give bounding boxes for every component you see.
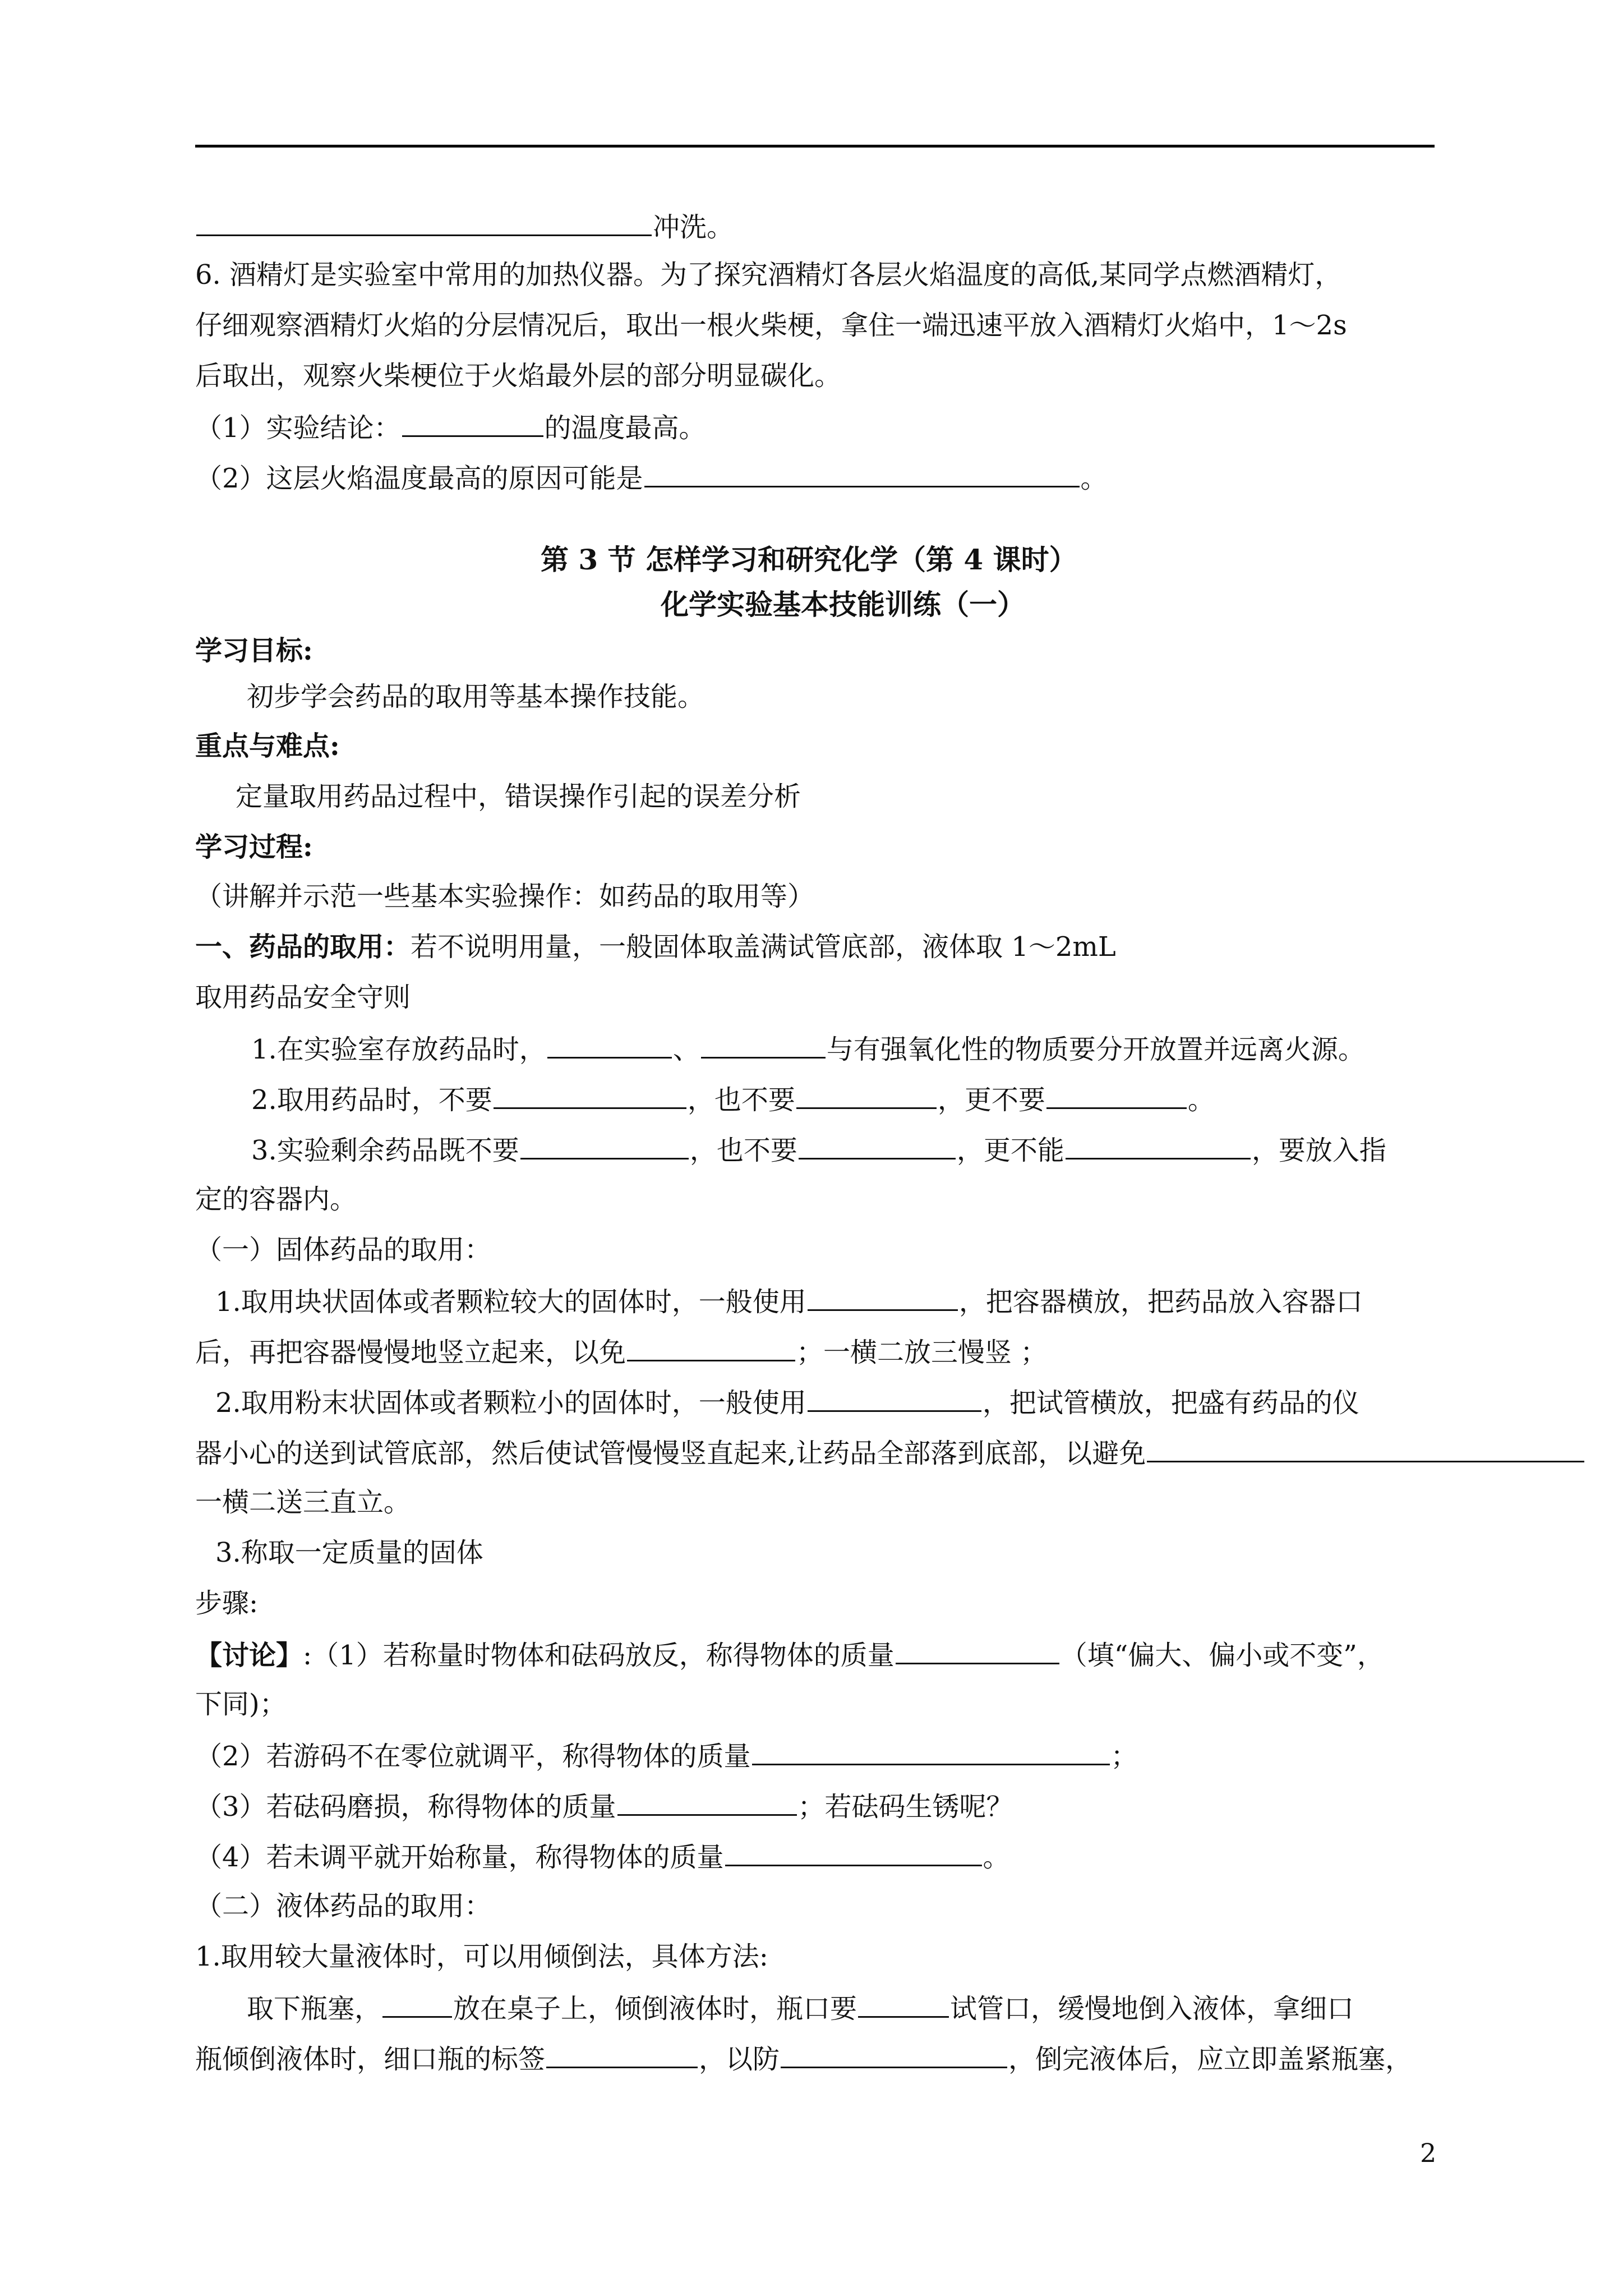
answer-blank[interactable] [617, 1788, 797, 1816]
item1-a: 1.取用块状固体或者颗粒较大的固体时，一般使用 [215, 1286, 806, 1318]
goals-label: 学习目标: [195, 635, 313, 666]
q6-line3: 后取出，观察火柴梗位于火焰最外层的部分明显碳化。 [195, 360, 842, 392]
q6-part2 [195, 460, 1108, 495]
answer-blank[interactable] [1147, 1435, 1584, 1462]
answer-blank[interactable] [546, 2041, 698, 2068]
safety-rule-1 [251, 1031, 1365, 1066]
rule3-c: ，更不能 [956, 1135, 1064, 1166]
answer-blank[interactable] [494, 1082, 686, 1109]
solids-item1-line1 [215, 1283, 1363, 1319]
discussion-label: 【讨论】 [195, 1640, 303, 1671]
item1-d: ；一横二放三慢竖 ； [796, 1337, 1048, 1368]
discussion-q4-b: 。 [983, 1842, 1010, 1873]
safety-rule-2 [251, 1082, 1215, 1117]
safety-title: 取用药品安全守则 [195, 982, 411, 1013]
rule1-post: 与有强氧化性的物质要分开放置并远离火源。 [826, 1034, 1365, 1065]
discussion-q2 [195, 1738, 1138, 1773]
answer-blank[interactable] [896, 1637, 1059, 1664]
answer-blank[interactable] [627, 1334, 795, 1361]
answer-blank[interactable] [725, 1839, 982, 1866]
answer-blank[interactable] [196, 209, 652, 236]
q6-part1-post: 的温度最高。 [544, 412, 706, 444]
rule2-c: ，更不要 [937, 1084, 1045, 1116]
discussion-q2-a: （2）若游码不在零位就调平，称得物体的质量 [195, 1741, 751, 1772]
discussion-q1-b: （填“偏大、偏小或不变”， [1060, 1640, 1384, 1671]
solids-item2-line2 [195, 1435, 1585, 1470]
discussion-q4-a: （4）若未调平就开始称量，称得物体的质量 [195, 1842, 724, 1873]
rule3-b: ，也不要 [689, 1135, 797, 1166]
liquids-p1 [247, 1990, 1354, 2026]
liquids-p1-c: 试管口，缓慢地倒入液体，拿细口 [950, 1993, 1354, 2024]
liquids-p2-b: ，以防 [699, 2044, 780, 2075]
rule3-d: ，要放入指 [1251, 1135, 1386, 1166]
section1-text: 若不说明用量，一般固体取盖满试管底部，液体取 1～2mL [411, 931, 1116, 963]
answer-blank[interactable] [1066, 1132, 1251, 1159]
rule2-a: 2.取用药品时，不要 [251, 1084, 492, 1116]
process-label: 学习过程: [195, 831, 313, 863]
q6-part1 [195, 409, 706, 445]
lesson-subtitle: 化学实验基本技能训练（一） [661, 588, 1025, 621]
answer-blank[interactable] [402, 409, 543, 437]
q6-line2: 仔细观察酒精灯火焰的分层情况后，取出一根火柴梗，拿住一端迅速平放入酒精灯火焰中，1～2s [195, 310, 1347, 341]
q6-part1-pre: （1）实验结论： [195, 412, 401, 444]
rule2-d: 。 [1187, 1084, 1215, 1116]
solids-steps: 步骤: [195, 1588, 259, 1619]
answer-blank[interactable] [858, 1990, 949, 2018]
item1-c: 后，再把容器慢慢地竖立起来，以免 [195, 1337, 626, 1368]
answer-blank[interactable] [796, 1082, 937, 1109]
goals-text: 初步学会药品的取用等基本操作技能。 [247, 681, 705, 712]
section1-label: 一、药品的取用： [195, 931, 411, 963]
rinse-tail: 冲洗。 [653, 211, 734, 243]
answer-blank[interactable] [644, 460, 1080, 487]
liquids-header: （二）液体药品的取用： [195, 1890, 492, 1922]
safety-rule-3-cont: 定的容器内。 [195, 1184, 357, 1215]
liquids-p2-a: 瓶倾倒液体时，细口瓶的标签 [195, 2044, 546, 2075]
solids-item1-line2 [195, 1334, 1047, 1369]
solids-item3: 3.称取一定质量的固体 [215, 1537, 483, 1568]
answer-blank[interactable] [547, 1031, 672, 1059]
lesson-title: 第 3 节 怎样学习和研究化学（第 4 课时） [541, 543, 1077, 576]
page-number: 2 [1420, 2138, 1437, 2168]
item2-a: 2.取用粉末状固体或者颗粒小的固体时，一般使用 [215, 1387, 806, 1419]
answer-blank[interactable] [701, 1031, 826, 1059]
rule1-pre: 1.在实验室存放药品时， [251, 1034, 546, 1065]
discussion-q1 [195, 1637, 1384, 1672]
section1-line [195, 930, 1116, 964]
answer-blank[interactable] [752, 1738, 1110, 1765]
key-points-text: 定量取用药品过程中，错误操作引起的误差分析 [236, 781, 801, 812]
liquids-item1: 1.取用较大量液体时，可以用倾倒法，具体方法: [195, 1941, 768, 1972]
solids-header: （一）固体药品的取用： [195, 1234, 492, 1266]
q6-part2-pre: （2）这层火焰温度最高的原因可能是 [195, 463, 643, 494]
process-intro: （讲解并示范一些基本实验操作：如药品的取用等） [195, 881, 815, 912]
solids-item2-line3: 一横二送三直立。 [195, 1487, 411, 1518]
answer-blank[interactable] [808, 1283, 958, 1311]
liquids-p2 [195, 2041, 1412, 2076]
discussion-q1-a: :（1）若称量时物体和砝码放反，称得物体的质量 [303, 1640, 895, 1671]
item1-b: ，把容器横放，把药品放入容器口 [958, 1286, 1363, 1318]
discussion-q4 [195, 1839, 1010, 1874]
answer-blank[interactable] [1046, 1082, 1187, 1109]
rinse-line [195, 209, 734, 244]
safety-rule-3 [251, 1132, 1386, 1167]
q6-line1: 6. 酒精灯是实验室中常用的加热仪器。为了探究酒精灯各层火焰温度的高低,某同学点燃酒精灯， [195, 259, 1342, 291]
rule3-a: 3.实验剩余药品既不要 [251, 1135, 519, 1166]
discussion-q1-cont: 下同)； [195, 1688, 287, 1720]
liquids-p1-a: 取下瓶塞， [247, 1993, 382, 2024]
solids-item2-line1 [215, 1384, 1359, 1420]
discussion-q3-b: ；若砝码生锈呢？ [797, 1791, 1013, 1823]
key-points-label: 重点与难点: [195, 730, 340, 762]
liquids-p1-b: 放在桌子上，倾倒液体时，瓶口要 [453, 1993, 857, 2024]
discussion-q2-b: ； [1110, 1741, 1138, 1772]
discussion-q3-a: （3）若砝码磨损，称得物体的质量 [195, 1791, 616, 1823]
answer-blank[interactable] [520, 1132, 689, 1159]
answer-blank[interactable] [781, 2041, 1007, 2068]
answer-blank[interactable] [799, 1132, 956, 1159]
liquids-p2-c: ，倒完液体后，应立即盖紧瓶塞， [1008, 2044, 1413, 2075]
rule1-mid: 、 [672, 1034, 700, 1065]
discussion-q3 [195, 1788, 1013, 1824]
header-rule [195, 145, 1435, 148]
q6-part2-post: 。 [1080, 463, 1108, 494]
answer-blank[interactable] [808, 1384, 981, 1412]
item2-c: 器小心的送到试管底部，然后使试管慢慢竖直起来,让药品全部落到底部，以避免 [195, 1438, 1146, 1469]
item2-b: ，把试管横放，把盛有药品的仪 [982, 1387, 1359, 1419]
answer-blank[interactable] [382, 1990, 452, 2018]
rule2-b: ，也不要 [687, 1084, 795, 1116]
